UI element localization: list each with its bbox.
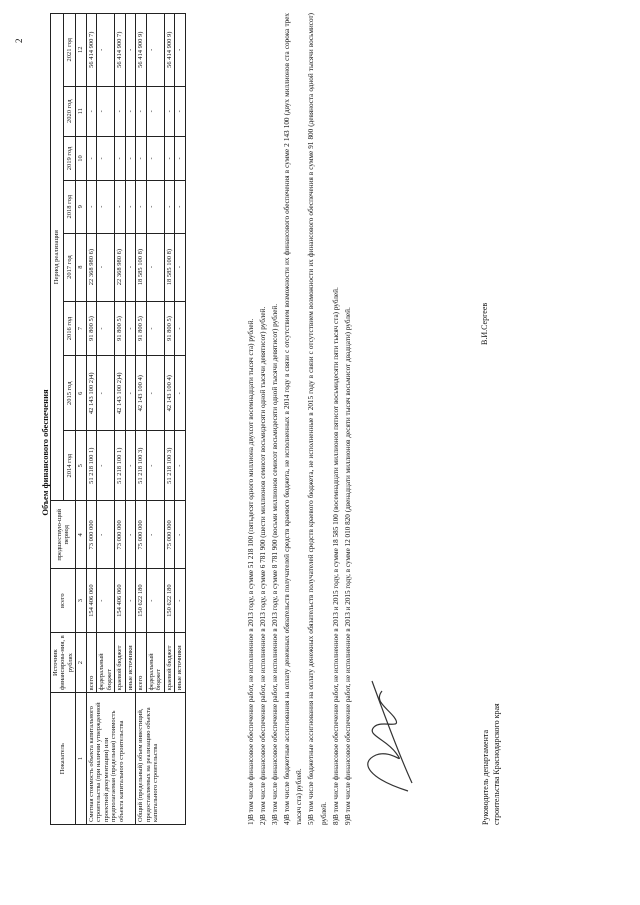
source-cell: всего: [86, 632, 96, 692]
source-cell: федеральный бюджет: [97, 632, 115, 692]
value-cell: 56 414 900 9): [164, 14, 174, 87]
value-cell: 22 368 980 6): [86, 233, 96, 301]
signer-position: [480, 703, 502, 825]
value-cell: 56 414 900 7): [115, 14, 125, 87]
value-cell: -: [97, 501, 115, 569]
value-cell: -: [164, 180, 174, 233]
value-cell: -: [175, 569, 185, 633]
value-cell: 91 800 5): [86, 301, 96, 356]
footnote: 5)В том числе бюджетные ассигнования на оплату денежных обязательств получателей средств краевого бюджета, не исполненные в 2015 году в связи с отсутствием возможности их финансового обеспечения в сумме 91 800 (девяноста одной тысячи восьмисот) рублей.: [307, 13, 328, 825]
value-cell: -: [175, 14, 185, 87]
signer-name: В.И.Сергеев: [480, 302, 489, 345]
source-cell: федеральный бюджет: [146, 632, 164, 692]
indicator-cell: Общий (предельный) объем инвестиций, предоставляемых на реализацию объекта капитального строительства: [136, 693, 185, 825]
value-cell: -: [125, 501, 135, 569]
value-cell: -: [97, 356, 115, 431]
value-cell: -: [125, 136, 135, 180]
footnote: 9)В том числе финансовое обеспечение работ, не исполненное в 2013 и 2015 году, в сумме 12 010 820 (двенадцати миллионов десяти тысяч восьмисот двадцати) рублей.: [343, 307, 352, 825]
value-cell: -: [146, 569, 164, 633]
value-cell: -: [125, 180, 135, 233]
value-cell: 75 000 000: [136, 501, 146, 569]
value-cell: -: [146, 86, 164, 136]
value-cell: 154 406 060: [86, 569, 96, 633]
source-cell: иные источники: [175, 632, 185, 692]
footnotes: [245, 13, 354, 825]
value-cell: -: [175, 356, 185, 431]
value-cell: -: [136, 136, 146, 180]
value-cell: -: [175, 431, 185, 501]
value-cell: 42 143 100 4): [164, 356, 174, 431]
year-header: 2020 год: [63, 86, 76, 136]
page-number: 2: [14, 38, 24, 43]
value-cell: -: [175, 86, 185, 136]
footnote: 1)В том числе финансовое обеспечение работ, не исполненное в 2013 году, в сумме 51 218 100 (пятьдесят одного миллиона двухсот восемнадцати тысяч ста) рублей.: [247, 318, 255, 825]
year-header: 2018 год: [63, 180, 76, 233]
col-number: 10: [76, 136, 86, 180]
footnote: 3)В том числе финансовое обеспечение работ, не исполненное в 2013 году, в сумме 8 781 900 (восьми миллионов семисот восьмидесяти одной тысячи девятисот) рублей.: [271, 303, 280, 825]
value-cell: -: [97, 14, 115, 87]
value-cell: 51 218 100 1): [86, 431, 96, 501]
value-cell: 51 218 100 3): [136, 431, 146, 501]
value-cell: 18 585 100 8): [136, 233, 146, 301]
value-cell: -: [125, 431, 135, 501]
value-cell: -: [136, 86, 146, 136]
value-cell: -: [125, 301, 135, 356]
value-cell: -: [97, 233, 115, 301]
col-number: 11: [76, 86, 86, 136]
value-cell: 56 414 900 7): [86, 14, 96, 87]
value-cell: -: [146, 356, 164, 431]
source-cell: всего: [136, 632, 146, 692]
value-cell: 42 143 100 2)4): [86, 356, 96, 431]
value-cell: 154 406 060: [115, 569, 125, 633]
col-number: 1: [76, 693, 86, 825]
value-cell: -: [125, 14, 135, 87]
value-cell: -: [175, 301, 185, 356]
value-cell: 150 622 180: [136, 569, 146, 633]
value-cell: -: [115, 86, 125, 136]
handwritten-signature: [352, 677, 422, 797]
footnote: 4)В том числе бюджетные ассигнования на оплату денежных обязательств получателей средств краевого бюджета, не исполненных в 2014 году в связи с отсутствием возможности их финансового обеспечения в сумме 2 143 100 (двух миллионов ста сорока трех тысяч ста) рублей.: [283, 13, 304, 825]
col-number: 3: [76, 569, 86, 633]
value-cell: -: [86, 180, 96, 233]
table-body: [86, 14, 185, 825]
source-cell: краевой бюджет: [115, 632, 125, 692]
value-cell: -: [97, 86, 115, 136]
value-cell: -: [146, 180, 164, 233]
value-cell: -: [115, 136, 125, 180]
value-cell: -: [125, 569, 135, 633]
value-cell: 91 800 5): [115, 301, 125, 356]
footnote: 8)В том числе финансовое обеспечение работ, не исполненное в 2013 и 2015 году, в сумме 18 585 100 (восемнадцати миллионов пятисот восьмидесяти пяти тысяч ста) рублей.: [331, 287, 340, 825]
col-number: 2: [76, 632, 86, 692]
value-cell: 42 143 100 2)4): [115, 356, 125, 431]
col-number: 8: [76, 233, 86, 301]
header-indicator: Показатель: [51, 693, 76, 825]
value-cell: -: [164, 86, 174, 136]
year-header: 2021 год: [63, 14, 76, 87]
col-number: 5: [76, 431, 86, 501]
value-cell: -: [175, 136, 185, 180]
value-cell: -: [115, 180, 125, 233]
header-source: Источник финансирова-ния, в рублях: [51, 632, 76, 692]
value-cell: 18 585 100 8): [164, 233, 174, 301]
value-cell: 150 622 180: [164, 569, 174, 633]
col-number: 9: [76, 180, 86, 233]
source-cell: иные источники: [125, 632, 135, 692]
value-cell: -: [136, 180, 146, 233]
value-cell: -: [175, 501, 185, 569]
value-cell: -: [146, 14, 164, 87]
page-title: Объем финансового обеспечения: [40, 389, 50, 516]
column-numbers-row: [76, 14, 86, 825]
value-cell: -: [125, 233, 135, 301]
col-number: 12: [76, 14, 86, 87]
value-cell: 75 000 000: [164, 501, 174, 569]
col-number: 6: [76, 356, 86, 431]
value-cell: -: [86, 86, 96, 136]
value-cell: 51 218 100 3): [164, 431, 174, 501]
position-line-2: строительства Краснодарского края: [492, 703, 501, 825]
year-header: 2017 год: [63, 233, 76, 301]
position-line-1: Руководитель департамента: [481, 730, 490, 825]
footnote: 2)В том числе финансовое обеспечение работ, не исполненное в 2013 году, в сумме 6 781 900 (шести миллионов семисот восьмидесяти одной тысячи девятисот) рублей.: [259, 306, 268, 825]
col-number: 7: [76, 301, 86, 356]
value-cell: -: [97, 431, 115, 501]
financing-table: [50, 13, 186, 825]
value-cell: 42 143 100 4): [136, 356, 146, 431]
year-header: 2019 год: [63, 136, 76, 180]
header-period: Период реализации: [51, 14, 64, 501]
value-cell: -: [97, 180, 115, 233]
value-cell: -: [146, 431, 164, 501]
value-cell: 56 414 900 9): [136, 14, 146, 87]
value-cell: -: [97, 301, 115, 356]
value-cell: -: [97, 136, 115, 180]
value-cell: 51 218 100 1): [115, 431, 125, 501]
year-header: 2015 год: [63, 356, 76, 431]
value-cell: 91 800 5): [136, 301, 146, 356]
header-total: всего: [51, 569, 76, 633]
table-row: [136, 14, 146, 825]
value-cell: -: [97, 569, 115, 633]
table-row: [86, 14, 96, 825]
value-cell: 22 368 980 6): [115, 233, 125, 301]
value-cell: -: [175, 180, 185, 233]
value-cell: -: [175, 233, 185, 301]
value-cell: -: [125, 356, 135, 431]
value-cell: -: [164, 136, 174, 180]
value-cell: 73 000 000: [115, 501, 125, 569]
col-number: 4: [76, 501, 86, 569]
year-header: 2016 год: [63, 301, 76, 356]
value-cell: 91 800 5): [164, 301, 174, 356]
value-cell: -: [146, 301, 164, 356]
year-header: 2014 год: [63, 431, 76, 501]
value-cell: -: [125, 86, 135, 136]
value-cell: -: [146, 136, 164, 180]
source-cell: краевой бюджет: [164, 632, 174, 692]
indicator-cell: Сметная стоимость объекта капитального строительства (при наличии утвержденной проектной документации) или предполагаемая (предельная) стоимость объекта капитального строительства: [86, 693, 135, 825]
header-previous: предшествую-щий период: [51, 501, 76, 569]
value-cell: -: [146, 233, 164, 301]
value-cell: 73 000 000: [86, 501, 96, 569]
value-cell: -: [146, 501, 164, 569]
value-cell: -: [86, 136, 96, 180]
